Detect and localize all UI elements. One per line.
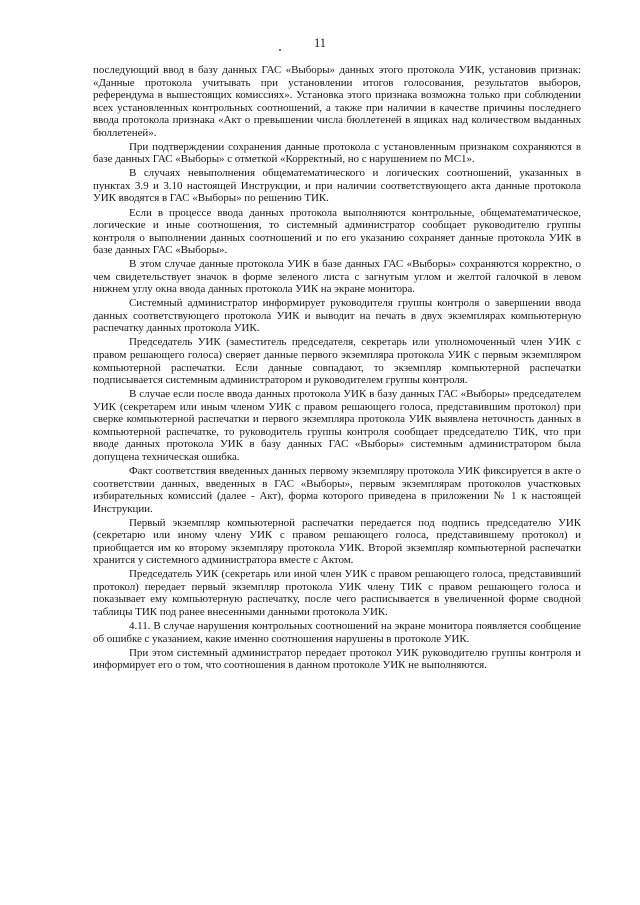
paragraph: последующий ввод в базу данных ГАС «Выборы» данных этого протокола УИК, установив признак: «Данные протокола учитывать при установлении итогов голосования, результатов выборов, референдума в вышестоящих комиссиях». Установка этого признака возможна только при соблюдении всех установленных контрольных соотношений, а также при наличии в качестве причины последнего ввода протокола признака «Акт о превышении числа бюллетеней в ящиках над количеством выданных бюллетеней».: [93, 64, 581, 139]
paragraph: Первый экземпляр компьютерной распечатки передается под подпись председателю УИК (секретарю или иному члену УИК с правом решающего голоса, представившему протокол) и приобщается им ко второму экземпляру протокола УИК. Второй экземпляр компьютерной распечатки хранится у системного администратора вместе с Актом.: [93, 516, 581, 567]
paragraph: В случае если после ввода данных протокола УИК в базу данных ГАС «Выборы» председателем УИК (секретарем или иным членом УИК с правом решающего голоса, представившим протокол) при сверке компьютерной распечатки и первого экземпляра протокола УИК выявлена неточность данных в компьютерной распечатке, то руководитель группы контроля сообщает председателю ТИК, что при вводе данных протокола УИК в базу данных ГАС «Выборы» системным администратором была допущена техническая ошибка.: [93, 388, 581, 463]
page-number: 11: [313, 36, 327, 50]
paragraph: Председатель УИК (секретарь или иной член УИК с правом решающего голоса, представивший протокол) передает первый экземпляр протокола УИК члену ТИК с правом решающего голоса и показывает ему компьютерную распечатку, после чего расписывается в увеличенной форме сводной таблицы ТИК под ранее внесенными данными протокола УИК.: [93, 568, 581, 618]
paragraph: При подтверждении сохранения данные протокола с установленным признаком сохраняются в базе данных ГАС «Выборы» с отметкой «Корректный, но с нарушением по МС1».: [93, 140, 581, 166]
document-body: [93, 64, 581, 673]
scan-speck: [279, 49, 281, 51]
paragraph: Факт соответствия введенных данных первому экземпляру протокола УИК фиксируется в акте о соответствии данных, введенных в ГАС «Выборы», первым экземплярам протоколов участковых избирательных комиссий (далее - Акт), форма которого приведена в приложении № 1 к настоящей Инструкции.: [93, 464, 581, 515]
paragraph: Председатель УИК (заместитель председателя, секретарь или уполномоченный член УИК с правом решающего голоса) сверяет данные первого экземпляра протокола УИК с первым экземпляром компьютерной распечатки. Если данные совпадают, то экземпляр компьютерной распечатки подписывается системным администратором и руководителем группы контроля.: [93, 336, 581, 387]
paragraph: Системный администратор информирует руководителя группы контроля о завершении ввода данных соответствующего протокола УИК и выводит на печать в двух экземплярах компьютерную распечатку данных протокола УИК.: [93, 297, 581, 335]
paragraph: В этом случае данные протокола УИК в базе данных ГАС «Выборы» сохраняются корректно, о чем свидетельствует значок в форме зеленого листа с загнутым углом и желтой галочкой в левом нижнем углу окна ввода данных протокола УИК на экране монитора.: [93, 258, 581, 296]
paragraph: В случаях невыполнения общематематического и логических соотношений, указанных в пунктах 3.9 и 3.10 настоящей Инструкции, и при наличии соответствующего акта данные протокола УИК вводятся в ГАС «Выборы» по решению ТИК.: [93, 167, 581, 205]
paragraph: Если в процессе ввода данных протокола выполняются контрольные, общематематическое, логические и иные соотношения, то системный администратор сообщает руководителю группы контроля о выполнении данных соотношений и по его указанию сохраняет данные протокола УИК в базе данных ГАС «Выборы».: [93, 206, 581, 257]
paragraph: При этом системный администратор передает протокол УИК руководителю группы контроля и информирует его о том, что соотношения в данном протоколе УИК не выполняются.: [93, 646, 581, 672]
paragraph: 4.11. В случае нарушения контрольных соотношений на экране монитора появляется сообщение об ошибке с указанием, какие именно соотношения нарушены в протоколе УИК.: [93, 620, 581, 645]
